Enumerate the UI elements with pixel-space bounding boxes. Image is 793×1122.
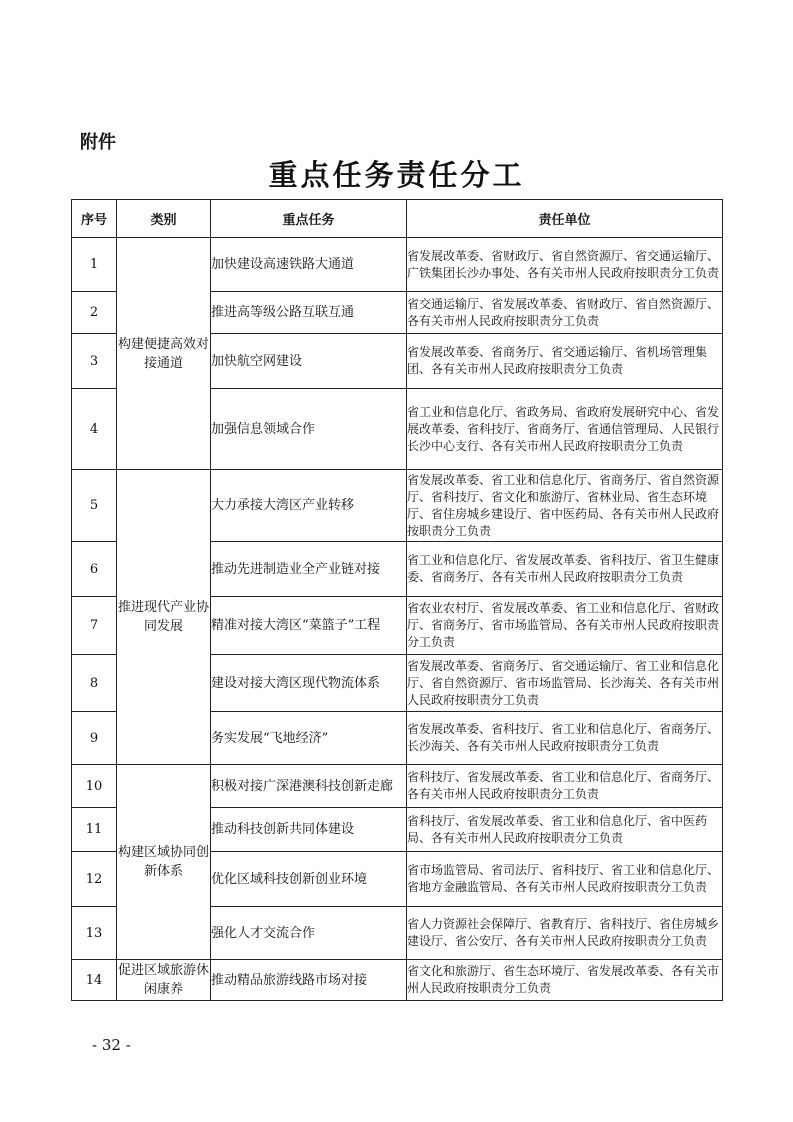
row-number: 12: [72, 852, 117, 907]
unit-cell: 省发展改革委、省科技厅、省工业和信息化厅、省商务厅、长沙海关、各有关市州人民政府按职责分工负责: [407, 712, 723, 765]
row-number: 10: [72, 765, 117, 808]
header-number: 序号: [72, 200, 117, 238]
task-cell: 精准对接大湾区“菜篮子”工程: [211, 597, 407, 655]
task-cell: 大力承接大湾区产业转移: [211, 470, 407, 542]
unit-cell: 省发展改革委、省商务厅、省交通运输厅、省工业和信息化厅、省自然资源厅、省市场监管局、长沙海关、各有关市州人民政府按职责分工负责: [407, 655, 723, 712]
row-number: 3: [72, 334, 117, 389]
task-cell: 建设对接大湾区现代物流体系: [211, 655, 407, 712]
unit-cell: 省交通运输厅、省发展改革委、省财政厅、省自然资源厅、各有关市州人民政府按职责分工负责: [407, 292, 723, 334]
task-cell: 加快航空网建设: [211, 334, 407, 389]
category-cell: 推进现代产业协同发展: [117, 470, 211, 765]
row-number: 1: [72, 238, 117, 292]
unit-cell: 省工业和信息化厅、省发展改革委、省科技厅、省卫生健康委、省商务厅、各有关市州人民政府按职责分工负责: [407, 542, 723, 597]
task-cell: 推进高等级公路互联互通: [211, 292, 407, 334]
row-number: 9: [72, 712, 117, 765]
row-number: 8: [72, 655, 117, 712]
row-number: 14: [72, 960, 117, 1001]
unit-cell: 省科技厅、省发展改革委、省工业和信息化厅、省中医药局、各有关市州人民政府按职责分工负责: [407, 808, 723, 852]
page-title: 重点任务责任分工: [268, 158, 525, 192]
task-cell: 强化人才交流合作: [211, 907, 407, 960]
table-row: [72, 960, 723, 1001]
row-number: 7: [72, 597, 117, 655]
category-cell: 构建便捷高效对接通道: [117, 238, 211, 470]
unit-cell: 省人力资源社会保障厅、省教育厅、省科技厅、省住房城乡建设厅、省公安厅、各有关市州人民政府按职责分工负责: [407, 907, 723, 960]
task-cell: 加强信息领域合作: [211, 389, 407, 470]
table-row: [72, 765, 723, 808]
unit-cell: 省市场监管局、省司法厅、省科技厅、省工业和信息化厅、省地方金融监管局、各有关市州人民政府按职责分工负责: [407, 852, 723, 907]
table-row: [72, 238, 723, 292]
unit-cell: 省工业和信息化厅、省政务局、省政府发展研究中心、省发展改革委、省科技厅、省商务厅、省通信管理局、人民银行长沙中心支行、各有关市州人民政府按职责分工负责: [407, 389, 723, 470]
task-cell: 推动科技创新共同体建设: [211, 808, 407, 852]
task-cell: 优化区域科技创新创业环境: [211, 852, 407, 907]
category-cell: 构建区域协同创新体系: [117, 765, 211, 960]
unit-cell: 省文化和旅游厅、省生态环境厅、省发展改革委、各有关市州人民政府按职责分工负责: [407, 960, 723, 1001]
responsibility-table: [71, 199, 723, 1001]
task-cell: 务实发展“飞地经济”: [211, 712, 407, 765]
attachment-label: 附件: [80, 132, 116, 153]
unit-cell: 省发展改革委、省财政厅、省自然资源厅、省交通运输厅、广铁集团长沙办事处、各有关市州人民政府按职责分工负责: [407, 238, 723, 292]
table-header-row: [72, 200, 723, 238]
unit-cell: 省农业农村厅、省发展改革委、省工业和信息化厅、省财政厅、省商务厅、省市场监管局、各有关市州人民政府按职责分工负责: [407, 597, 723, 655]
task-cell: 积极对接广深港澳科技创新走廊: [211, 765, 407, 808]
row-number: 13: [72, 907, 117, 960]
row-number: 4: [72, 389, 117, 470]
page-number: - 32 -: [92, 1036, 131, 1054]
table-row: [72, 470, 723, 542]
row-number: 11: [72, 808, 117, 852]
row-number: 6: [72, 542, 117, 597]
unit-cell: 省发展改革委、省工业和信息化厅、省商务厅、省自然资源厅、省科技厅、省文化和旅游厅、省林业局、省生态环境厅、省住房城乡建设厅、省中医药局、各有关市州人民政府按职责分工负责: [407, 470, 723, 542]
row-number: 2: [72, 292, 117, 334]
category-cell: 促进区域旅游休闲康养: [117, 960, 211, 1001]
unit-cell: 省科技厅、省发展改革委、省工业和信息化厅、省商务厅、各有关市州人民政府按职责分工负责: [407, 765, 723, 808]
task-cell: 推动先进制造业全产业链对接: [211, 542, 407, 597]
header-unit: 责任单位: [407, 200, 723, 238]
header-category: 类别: [117, 200, 211, 238]
unit-cell: 省发展改革委、省商务厅、省交通运输厅、省机场管理集团、各有关市州人民政府按职责分工负责: [407, 334, 723, 389]
header-task: 重点任务: [211, 200, 407, 238]
task-cell: 加快建设高速铁路大通道: [211, 238, 407, 292]
row-number: 5: [72, 470, 117, 542]
task-cell: 推动精品旅游线路市场对接: [211, 960, 407, 1001]
